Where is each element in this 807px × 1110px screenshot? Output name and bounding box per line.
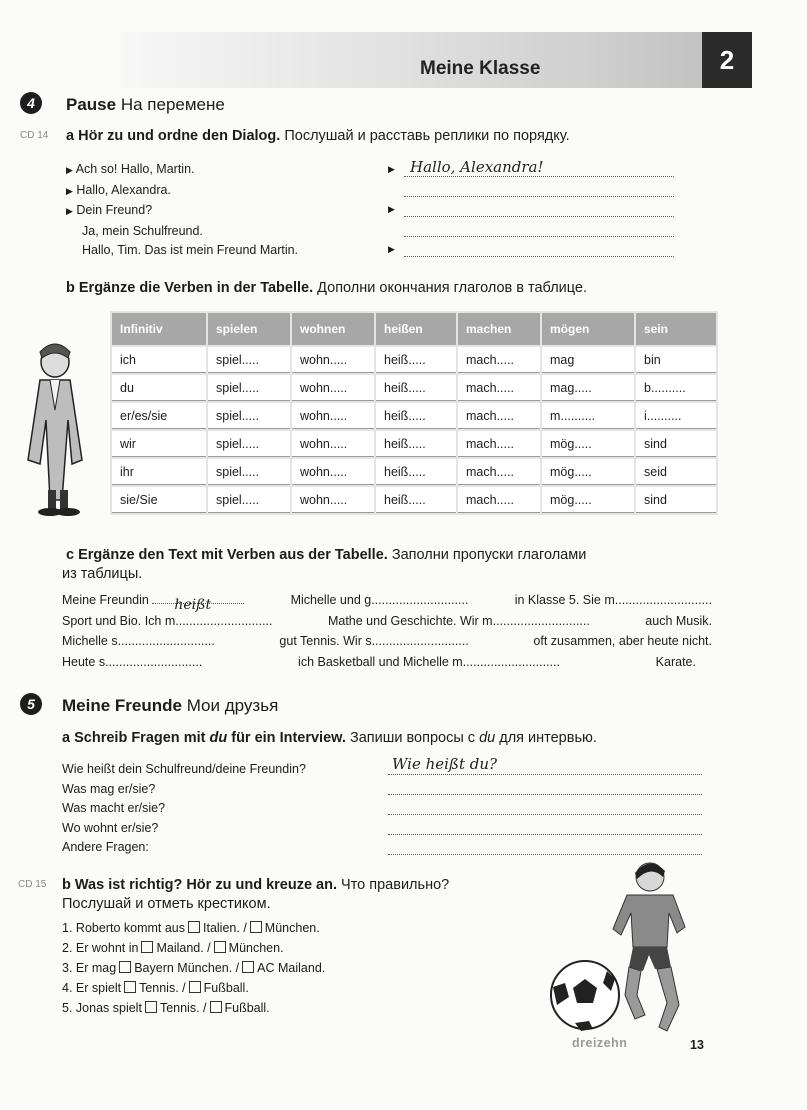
quiz-item-2: 2. Er wohnt in Mailand. / München.: [62, 941, 284, 955]
verb-form-cell[interactable]: mach.....: [458, 459, 540, 485]
task-4a-instruction-de: Hör zu und ordne den Dialog.: [78, 128, 281, 144]
gap-text: [62, 590, 712, 672]
dialog-answer-2[interactable]: [404, 182, 674, 197]
verb-form-cell[interactable]: mach.....: [458, 431, 540, 457]
verb-table-row: [112, 403, 716, 429]
task-4a-instruction-ru: Послушай и расставь реплики по порядку.: [284, 128, 570, 144]
checkbox[interactable]: [210, 1001, 222, 1013]
col-header: spielen: [208, 313, 290, 345]
task-4a-instruction: [66, 128, 570, 144]
page-number: 13: [690, 1038, 704, 1052]
verb-form-cell[interactable]: mach.....: [458, 375, 540, 401]
football-player-illustration: [545, 855, 725, 1035]
verb-form-cell[interactable]: spiel.....: [208, 431, 290, 457]
question-2: Was mag er/sie?: [62, 781, 156, 796]
verb-form-cell[interactable]: heiß.....: [376, 487, 456, 513]
verb-table-row: [112, 347, 716, 373]
task-4c-instruction-ru2: из таблицы.: [62, 566, 143, 582]
verb-pronoun-cell: ihr: [112, 459, 206, 485]
cd-track-14: CD 14: [20, 130, 49, 141]
interview-answer-5[interactable]: [388, 840, 702, 855]
verb-form-cell[interactable]: heiß.....: [376, 375, 456, 401]
verb-form-cell[interactable]: sind: [636, 431, 716, 457]
quiz-list: [62, 918, 325, 1018]
dialog-answer-1[interactable]: Hallo, Alexandra!: [410, 158, 544, 176]
section-4-title-de: Pause: [66, 95, 117, 114]
cd-track-15: CD 15: [18, 879, 47, 890]
task-4a-letter: a: [66, 128, 75, 144]
section-5-title: [62, 696, 278, 716]
gap-text-line-3: Michelle s............................ gut Tennis. Wir s............................ oft zusammen, aber heute nicht.: [62, 634, 712, 648]
task-4c-letter: c: [66, 547, 75, 563]
checkbox[interactable]: [214, 941, 226, 953]
cartoon-boy-illustration: [10, 340, 100, 520]
task-5b-instruction: b Was ist richtig? Hör zu und kreuze an. Что правильно? Послушай и отметь крестиком.: [62, 877, 450, 912]
verb-form-cell[interactable]: mög.....: [542, 487, 634, 513]
interview-answer-4[interactable]: [388, 820, 702, 835]
verb-form-cell[interactable]: wohn.....: [292, 375, 374, 401]
section-5-title-ru: Мои друзья: [186, 696, 279, 715]
checkbox[interactable]: [188, 921, 200, 933]
quiz-item-5: 5. Jonas spielt Tennis. / Fußball.: [62, 1001, 270, 1015]
col-header: heißen: [376, 313, 456, 345]
task-4c-instruction: [62, 546, 706, 584]
task-4b-letter: b: [66, 280, 75, 296]
interview-questions: [62, 760, 306, 858]
dialog-line-1: ▶ Ach so! Hallo, Martin.: [66, 162, 195, 176]
verb-form-cell[interactable]: b..........: [636, 375, 716, 401]
section-4-title: [66, 95, 225, 115]
task-4b-instruction-de: Ergänze die Verben in der Tabelle.: [78, 280, 314, 296]
verb-table-row: [112, 487, 716, 513]
question-1: Wie heißt dein Schulfreund/deine Freundin?: [62, 762, 306, 776]
question-5: Andere Fragen:: [62, 840, 149, 854]
checkbox[interactable]: [189, 981, 201, 993]
question-4: Wo wohnt er/sie?: [62, 820, 159, 835]
verb-form-cell[interactable]: spiel.....: [208, 487, 290, 513]
section-number-4: 4: [20, 92, 42, 114]
col-header: sein: [636, 313, 716, 345]
page-word: dreizehn: [572, 1036, 628, 1050]
task-4b-instruction: [66, 280, 587, 296]
interview-answer-lines: [388, 756, 704, 856]
verb-form-cell[interactable]: mach.....: [458, 347, 540, 373]
verb-pronoun-cell: du: [112, 375, 206, 401]
verb-table-row: [112, 375, 716, 401]
task-4b-instruction-ru: Дополни окончания глаголов в таблице.: [317, 280, 587, 296]
col-header: mögen: [542, 313, 634, 345]
verb-form-cell[interactable]: m..........: [542, 403, 634, 429]
dialog-line-4: Ja, mein Schulfreund.: [82, 223, 203, 238]
verb-table-row: [112, 459, 716, 485]
verb-form-cell[interactable]: mach.....: [458, 403, 540, 429]
verb-form-cell[interactable]: spiel.....: [208, 375, 290, 401]
checkbox[interactable]: [141, 941, 153, 953]
col-header: machen: [458, 313, 540, 345]
verb-table-header-row: [112, 313, 716, 345]
dialog-answer-5[interactable]: [404, 242, 674, 257]
verb-form-cell[interactable]: heiß.....: [376, 403, 456, 429]
checkbox[interactable]: [119, 961, 131, 973]
verb-pronoun-cell: sie/Sie: [112, 487, 206, 513]
dialog-lines: [66, 160, 298, 261]
chapter-title: Meine Klasse: [420, 58, 541, 79]
verb-form-cell[interactable]: seid: [636, 459, 716, 485]
gap-text-line-1: Meine Freundin heißt Michelle und g............................ in Klasse 5. Sie m............................: [62, 590, 712, 611]
checkbox[interactable]: [242, 961, 254, 973]
verb-form-cell[interactable]: sind: [636, 487, 716, 513]
section-5-title-de: Meine Freunde: [62, 696, 182, 715]
verb-form-cell[interactable]: spiel.....: [208, 347, 290, 373]
verb-form-cell[interactable]: wohn.....: [292, 403, 374, 429]
verb-form-cell[interactable]: mög.....: [542, 431, 634, 457]
quiz-item-3: 3. Er mag Bayern München. / AC Mailand.: [62, 961, 326, 975]
dialog-line-2: ▶ Hallo, Alexandra.: [66, 182, 171, 197]
verb-form-cell[interactable]: heiß.....: [376, 431, 456, 457]
dialog-answer-4[interactable]: [404, 222, 674, 237]
verb-form-cell[interactable]: spiel.....: [208, 459, 290, 485]
verb-pronoun-cell: ich: [112, 347, 206, 373]
verb-form-cell[interactable]: i..........: [636, 403, 716, 429]
verb-form-cell[interactable]: wohn.....: [292, 347, 374, 373]
verb-form-cell[interactable]: bin: [636, 347, 716, 373]
verb-form-cell[interactable]: mag.....: [542, 375, 634, 401]
gap-answer[interactable]: heißt: [174, 597, 212, 613]
interview-answer-1[interactable]: Wie heißt du?: [392, 755, 498, 773]
task-4c-instruction-ru: Заполни пропуски глаголами: [391, 547, 587, 563]
section-4-title-ru: На перемене: [120, 95, 225, 114]
interview-answer-2[interactable]: [388, 780, 702, 795]
quiz-item-4: 4. Er spielt Tennis. / Fußball.: [62, 981, 249, 995]
gap-text-line-2: Sport und Bio. Ich m............................ Mathe und Geschichte. Wir m............................ auch Musik.: [62, 613, 712, 628]
verb-pronoun-cell: er/es/sie: [112, 403, 206, 429]
verb-form-cell[interactable]: mach.....: [458, 487, 540, 513]
verb-form-cell[interactable]: wohn.....: [292, 459, 374, 485]
col-header: wohnen: [292, 313, 374, 345]
checkbox[interactable]: [145, 1001, 157, 1013]
verb-table: [110, 311, 718, 515]
quiz-item-1: 1. Roberto kommt aus Italien. / München.: [62, 921, 320, 935]
question-3: Was macht er/sie?: [62, 801, 166, 815]
section-number-5: 5: [20, 693, 42, 715]
verb-form-cell[interactable]: mög.....: [542, 459, 634, 485]
verb-form-cell[interactable]: wohn.....: [292, 431, 374, 457]
checkbox[interactable]: [124, 981, 136, 993]
dialog-answer-3[interactable]: [404, 202, 674, 217]
task-5a-instruction: a Schreib Fragen mit du für ein Interview. Запиши вопросы с du для интервью.: [62, 730, 597, 746]
verb-form-cell[interactable]: mag: [542, 347, 634, 373]
verb-form-cell[interactable]: heiß.....: [376, 347, 456, 373]
dialog-line-3: ▶ Dein Freund?: [66, 203, 153, 217]
verb-form-cell[interactable]: spiel.....: [208, 403, 290, 429]
dialog-answer-lines: ▶ Hallo, Alexandra! ▶ ▶: [388, 160, 678, 260]
verb-form-cell[interactable]: wohn.....: [292, 487, 374, 513]
verb-pronoun-cell: wir: [112, 431, 206, 457]
verb-form-cell[interactable]: heiß.....: [376, 459, 456, 485]
chapter-number: 2: [702, 32, 752, 88]
dialog-line-5: Hallo, Tim. Das ist mein Freund Martin.: [82, 243, 299, 257]
verb-table-row: [112, 431, 716, 457]
gap-text-line-4: Heute s............................ ich Basketball und Michelle m............................ Karate.: [62, 654, 696, 669]
interview-answer-3[interactable]: [388, 800, 702, 815]
col-header: Infinitiv: [112, 313, 206, 345]
checkbox[interactable]: [250, 921, 262, 933]
task-4c-instruction-de: Ergänze den Text mit Verben aus der Tabelle.: [78, 547, 388, 563]
